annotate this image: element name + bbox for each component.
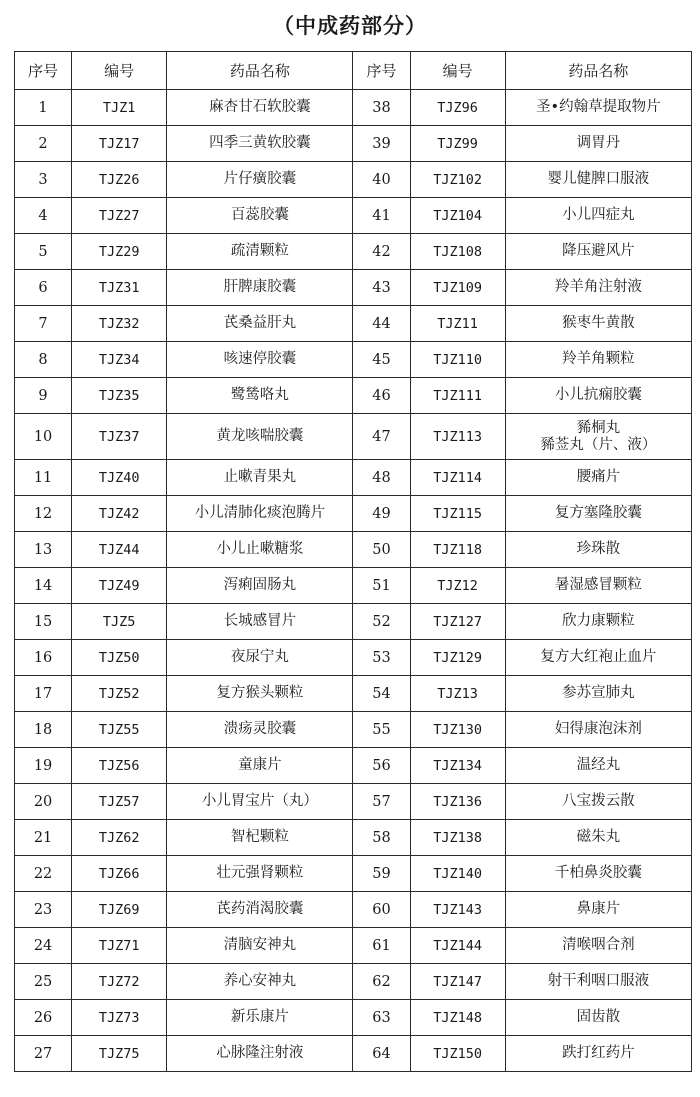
drug-name-line: 温经丸	[576, 757, 621, 773]
row-number: 63	[353, 1000, 410, 1036]
drug-name	[505, 568, 691, 604]
drug-code: TJZ27	[72, 198, 167, 234]
drug-name-line: 小儿清肺化痰泡腾片	[194, 505, 326, 521]
table-row	[15, 604, 692, 640]
table-row	[15, 568, 692, 604]
drug-name-line: 泻痢固肠丸	[223, 577, 297, 593]
drug-code: TJZ34	[72, 342, 167, 378]
row-number: 50	[353, 532, 410, 568]
row-number: 53	[353, 640, 410, 676]
table-row	[15, 378, 692, 414]
table-row	[15, 1036, 692, 1072]
drug-code: TJZ56	[72, 748, 167, 784]
row-number: 52	[353, 604, 410, 640]
row-number: 6	[15, 270, 72, 306]
drug-name	[167, 342, 353, 378]
drug-code: TJZ134	[410, 748, 505, 784]
row-number: 2	[15, 126, 72, 162]
drug-code: TJZ50	[72, 640, 167, 676]
row-number: 5	[15, 234, 72, 270]
drug-name-line: 小儿抗痫胶囊	[554, 387, 642, 403]
drug-name	[505, 856, 691, 892]
drug-name	[505, 306, 691, 342]
drug-name-line: 羚羊角颗粒	[562, 351, 635, 367]
row-number: 41	[353, 198, 410, 234]
drug-code: TJZ72	[72, 964, 167, 1000]
drug-name-line: 固齿散	[576, 1009, 621, 1025]
drug-name-line: 参苏宣肺丸	[562, 685, 635, 701]
row-number: 9	[15, 378, 72, 414]
table-body	[15, 90, 692, 1072]
drug-name-line: 暑湿感冒颗粒	[554, 577, 642, 593]
drug-name	[505, 126, 691, 162]
drug-code: TJZ73	[72, 1000, 167, 1036]
drug-code: TJZ26	[72, 162, 167, 198]
drug-code: TJZ113	[410, 414, 505, 460]
drug-code: TJZ55	[72, 712, 167, 748]
drug-name	[167, 234, 353, 270]
drug-code: TJZ66	[72, 856, 167, 892]
table-row	[15, 126, 692, 162]
table-row	[15, 1000, 692, 1036]
drug-name-line: 黄龙咳喘胶囊	[216, 428, 304, 444]
table-row	[15, 532, 692, 568]
row-number: 22	[15, 856, 72, 892]
drug-name-line: 小儿四症丸	[562, 207, 635, 223]
drug-name-line: 跌打红药片	[562, 1045, 635, 1061]
drug-code: TJZ140	[410, 856, 505, 892]
drug-code: TJZ102	[410, 162, 505, 198]
row-number: 1	[15, 90, 72, 126]
drug-code: TJZ150	[410, 1036, 505, 1072]
table-row	[15, 306, 692, 342]
drug-name	[167, 414, 353, 460]
drug-name-line: 童康片	[238, 757, 282, 773]
table-header-row	[15, 52, 692, 90]
drug-code: TJZ110	[410, 342, 505, 378]
drug-name-line: 麻杏甘石软胶囊	[209, 99, 311, 115]
drug-name-line: 妇得康泡沫剂	[554, 721, 642, 737]
drug-name	[505, 198, 691, 234]
row-number: 54	[353, 676, 410, 712]
drug-name	[167, 712, 353, 748]
drug-code: TJZ32	[72, 306, 167, 342]
row-number: 64	[353, 1036, 410, 1072]
drug-name	[505, 892, 691, 928]
drug-name-line: 千柏鼻炎胶囊	[554, 865, 642, 881]
table-row	[15, 414, 692, 460]
drug-name-line: 婴儿健脾口服液	[547, 171, 650, 187]
table-row	[15, 856, 692, 892]
row-number: 39	[353, 126, 410, 162]
drug-code: TJZ130	[410, 712, 505, 748]
row-number: 16	[15, 640, 72, 676]
drug-name	[505, 378, 691, 414]
table-row	[15, 748, 692, 784]
drug-name-line: 鹭鸶咯丸	[230, 387, 289, 403]
row-number: 40	[353, 162, 410, 198]
row-number: 14	[15, 568, 72, 604]
drug-name	[167, 928, 353, 964]
row-number: 27	[15, 1036, 72, 1072]
table-row	[15, 234, 692, 270]
row-number: 26	[15, 1000, 72, 1036]
drug-name	[167, 640, 353, 676]
drug-name	[505, 532, 691, 568]
drug-name	[167, 198, 353, 234]
drug-code: TJZ57	[72, 784, 167, 820]
row-number: 11	[15, 460, 72, 496]
drug-name	[167, 748, 353, 784]
header-name-left: 药品名称	[167, 52, 353, 90]
row-number: 45	[353, 342, 410, 378]
row-number: 51	[353, 568, 410, 604]
row-number: 56	[353, 748, 410, 784]
drug-code: TJZ129	[410, 640, 505, 676]
drug-name	[505, 640, 691, 676]
drug-name	[167, 892, 353, 928]
drug-name	[505, 712, 691, 748]
page-title: （中成药部分）	[273, 14, 427, 38]
drug-name	[167, 856, 353, 892]
header-code-right: 编号	[410, 52, 505, 90]
row-number: 47	[353, 414, 410, 460]
drug-code: TJZ29	[72, 234, 167, 270]
drug-code: TJZ114	[410, 460, 505, 496]
drug-code: TJZ115	[410, 496, 505, 532]
table-row	[15, 892, 692, 928]
drug-table	[14, 51, 692, 1072]
row-number: 58	[353, 820, 410, 856]
row-number: 57	[353, 784, 410, 820]
row-number: 12	[15, 496, 72, 532]
drug-name	[167, 676, 353, 712]
drug-name-line: 疏清颗粒	[230, 243, 289, 259]
drug-code: TJZ96	[410, 90, 505, 126]
drug-code: TJZ148	[410, 1000, 505, 1036]
row-number: 62	[353, 964, 410, 1000]
drug-name	[505, 234, 691, 270]
header-code-left: 编号	[72, 52, 167, 90]
drug-name-line: 调胃丹	[576, 135, 621, 151]
drug-name	[167, 306, 353, 342]
drug-name	[505, 342, 691, 378]
header-no-left: 序号	[15, 52, 72, 90]
drug-name-line: 心脉隆注射液	[216, 1045, 304, 1061]
drug-name	[167, 496, 353, 532]
drug-name	[505, 460, 691, 496]
drug-name	[505, 928, 691, 964]
drug-name	[505, 784, 691, 820]
drug-name-line: 芪药消渴胶囊	[216, 901, 304, 917]
drug-name	[167, 964, 353, 1000]
drug-code: TJZ147	[410, 964, 505, 1000]
drug-code: TJZ71	[72, 928, 167, 964]
drug-name-line: 小儿胃宝片（丸）	[201, 793, 318, 809]
drug-code: TJZ62	[72, 820, 167, 856]
drug-name-line: 百蕊胶囊	[230, 207, 289, 223]
table-row	[15, 198, 692, 234]
row-number: 15	[15, 604, 72, 640]
drug-name	[505, 1036, 691, 1072]
drug-name-line: 珍珠散	[576, 541, 621, 557]
drug-name	[167, 820, 353, 856]
row-number: 4	[15, 198, 72, 234]
drug-name-line: 射干利咽口服液	[547, 973, 650, 989]
drug-code: TJZ108	[410, 234, 505, 270]
drug-code: TJZ49	[72, 568, 167, 604]
drug-name-line: 复方猴头颗粒	[216, 685, 304, 701]
row-number: 55	[353, 712, 410, 748]
drug-code: TJZ11	[410, 306, 505, 342]
table-row	[15, 928, 692, 964]
row-number: 25	[15, 964, 72, 1000]
row-number: 13	[15, 532, 72, 568]
drug-name-line: 腰痛片	[576, 469, 621, 485]
drug-code: TJZ144	[410, 928, 505, 964]
table-row	[15, 460, 692, 496]
table-row	[15, 270, 692, 306]
drug-name-line: 小儿止嗽糖浆	[216, 541, 304, 557]
table-row	[15, 640, 692, 676]
drug-name	[167, 162, 353, 198]
drug-name	[167, 1000, 353, 1036]
drug-name	[505, 162, 691, 198]
drug-name	[505, 676, 691, 712]
row-number: 7	[15, 306, 72, 342]
table-row	[15, 784, 692, 820]
drug-name-line: 鼻康片	[576, 901, 621, 917]
row-number: 19	[15, 748, 72, 784]
row-number: 49	[353, 496, 410, 532]
drug-name-line: 复方大红袍止血片	[540, 649, 657, 665]
row-number: 8	[15, 342, 72, 378]
drug-name-line: 止嗽青果丸	[223, 469, 297, 485]
drug-name-line: 新乐康片	[230, 1009, 289, 1025]
row-number: 59	[353, 856, 410, 892]
row-number: 20	[15, 784, 72, 820]
drug-name-line: 圣•约翰草提取物片	[536, 99, 661, 115]
drug-code: TJZ75	[72, 1036, 167, 1072]
row-number: 3	[15, 162, 72, 198]
drug-code: TJZ111	[410, 378, 505, 414]
drug-name-line: 夜尿宁丸	[230, 649, 289, 665]
table-row	[15, 496, 692, 532]
drug-code: TJZ37	[72, 414, 167, 460]
drug-name	[167, 532, 353, 568]
header-no-right: 序号	[353, 52, 410, 90]
drug-code: TJZ136	[410, 784, 505, 820]
drug-code: TJZ1	[72, 90, 167, 126]
row-number: 18	[15, 712, 72, 748]
drug-name-line: 羚羊角注射液	[554, 279, 642, 295]
drug-name	[505, 414, 691, 460]
drug-name-line: 芪桑益肝丸	[223, 315, 297, 331]
table-row	[15, 342, 692, 378]
row-number: 23	[15, 892, 72, 928]
drug-code: TJZ35	[72, 378, 167, 414]
drug-name	[167, 568, 353, 604]
table-row	[15, 712, 692, 748]
drug-name-line: 智杞颗粒	[230, 829, 289, 845]
row-number: 61	[353, 928, 410, 964]
drug-name-line: 八宝拨云散	[562, 793, 635, 809]
row-number: 21	[15, 820, 72, 856]
drug-name-line: 豨莶丸（片、液）	[540, 436, 657, 453]
drug-code: TJZ5	[72, 604, 167, 640]
drug-name-line: 壮元强肾颗粒	[216, 865, 304, 881]
drug-code: TJZ99	[410, 126, 505, 162]
drug-code: TJZ12	[410, 568, 505, 604]
row-number: 48	[353, 460, 410, 496]
drug-name	[505, 604, 691, 640]
drug-name	[167, 270, 353, 306]
drug-name	[505, 496, 691, 532]
drug-name	[505, 270, 691, 306]
drug-code: TJZ109	[410, 270, 505, 306]
drug-name-line: 四季三黄软胶囊	[209, 135, 311, 151]
row-number: 17	[15, 676, 72, 712]
drug-code: TJZ143	[410, 892, 505, 928]
drug-code: TJZ17	[72, 126, 167, 162]
drug-code: TJZ138	[410, 820, 505, 856]
drug-name-line: 养心安神丸	[223, 973, 297, 989]
drug-name-line: 肝脾康胶囊	[223, 279, 297, 295]
drug-code: TJZ42	[72, 496, 167, 532]
drug-name-line: 磁朱丸	[576, 829, 621, 845]
drug-name-line: 溃疡灵胶囊	[223, 721, 297, 737]
table-row	[15, 162, 692, 198]
drug-name	[167, 460, 353, 496]
drug-code: TJZ127	[410, 604, 505, 640]
drug-name	[505, 90, 691, 126]
row-number: 42	[353, 234, 410, 270]
row-number: 24	[15, 928, 72, 964]
drug-name	[505, 820, 691, 856]
drug-name-line: 片仔癀胶囊	[223, 171, 297, 187]
drug-name	[167, 1036, 353, 1072]
table-row	[15, 964, 692, 1000]
row-number: 38	[353, 90, 410, 126]
drug-code: TJZ52	[72, 676, 167, 712]
row-number: 43	[353, 270, 410, 306]
drug-code: TJZ44	[72, 532, 167, 568]
drug-name-line: 复方塞隆胶囊	[554, 505, 642, 521]
drug-name	[167, 378, 353, 414]
header-name-right: 药品名称	[505, 52, 691, 90]
drug-name-line: 长城感冒片	[223, 613, 297, 629]
row-number: 46	[353, 378, 410, 414]
drug-name-line: 降压避风片	[562, 243, 635, 259]
drug-name-line: 咳速停胶囊	[223, 351, 297, 367]
drug-name	[167, 126, 353, 162]
drug-name-line: 清喉咽合剂	[562, 937, 635, 953]
table-row	[15, 676, 692, 712]
drug-code: TJZ104	[410, 198, 505, 234]
row-number: 44	[353, 306, 410, 342]
drug-code: TJZ40	[72, 460, 167, 496]
drug-name-line: 豨桐丸	[576, 419, 621, 436]
row-number: 10	[15, 414, 72, 460]
drug-name	[167, 604, 353, 640]
drug-name	[505, 964, 691, 1000]
row-number: 60	[353, 892, 410, 928]
drug-code: TJZ13	[410, 676, 505, 712]
drug-code: TJZ31	[72, 270, 167, 306]
drug-name	[505, 748, 691, 784]
drug-name	[505, 1000, 691, 1036]
drug-code: TJZ69	[72, 892, 167, 928]
drug-name	[167, 784, 353, 820]
table-row	[15, 90, 692, 126]
drug-code: TJZ118	[410, 532, 505, 568]
drug-name-line: 清脑安神丸	[223, 937, 297, 953]
drug-name	[167, 90, 353, 126]
table-row	[15, 820, 692, 856]
drug-name-line: 猴枣牛黄散	[562, 315, 635, 331]
drug-name-line: 欣力康颗粒	[562, 613, 635, 629]
